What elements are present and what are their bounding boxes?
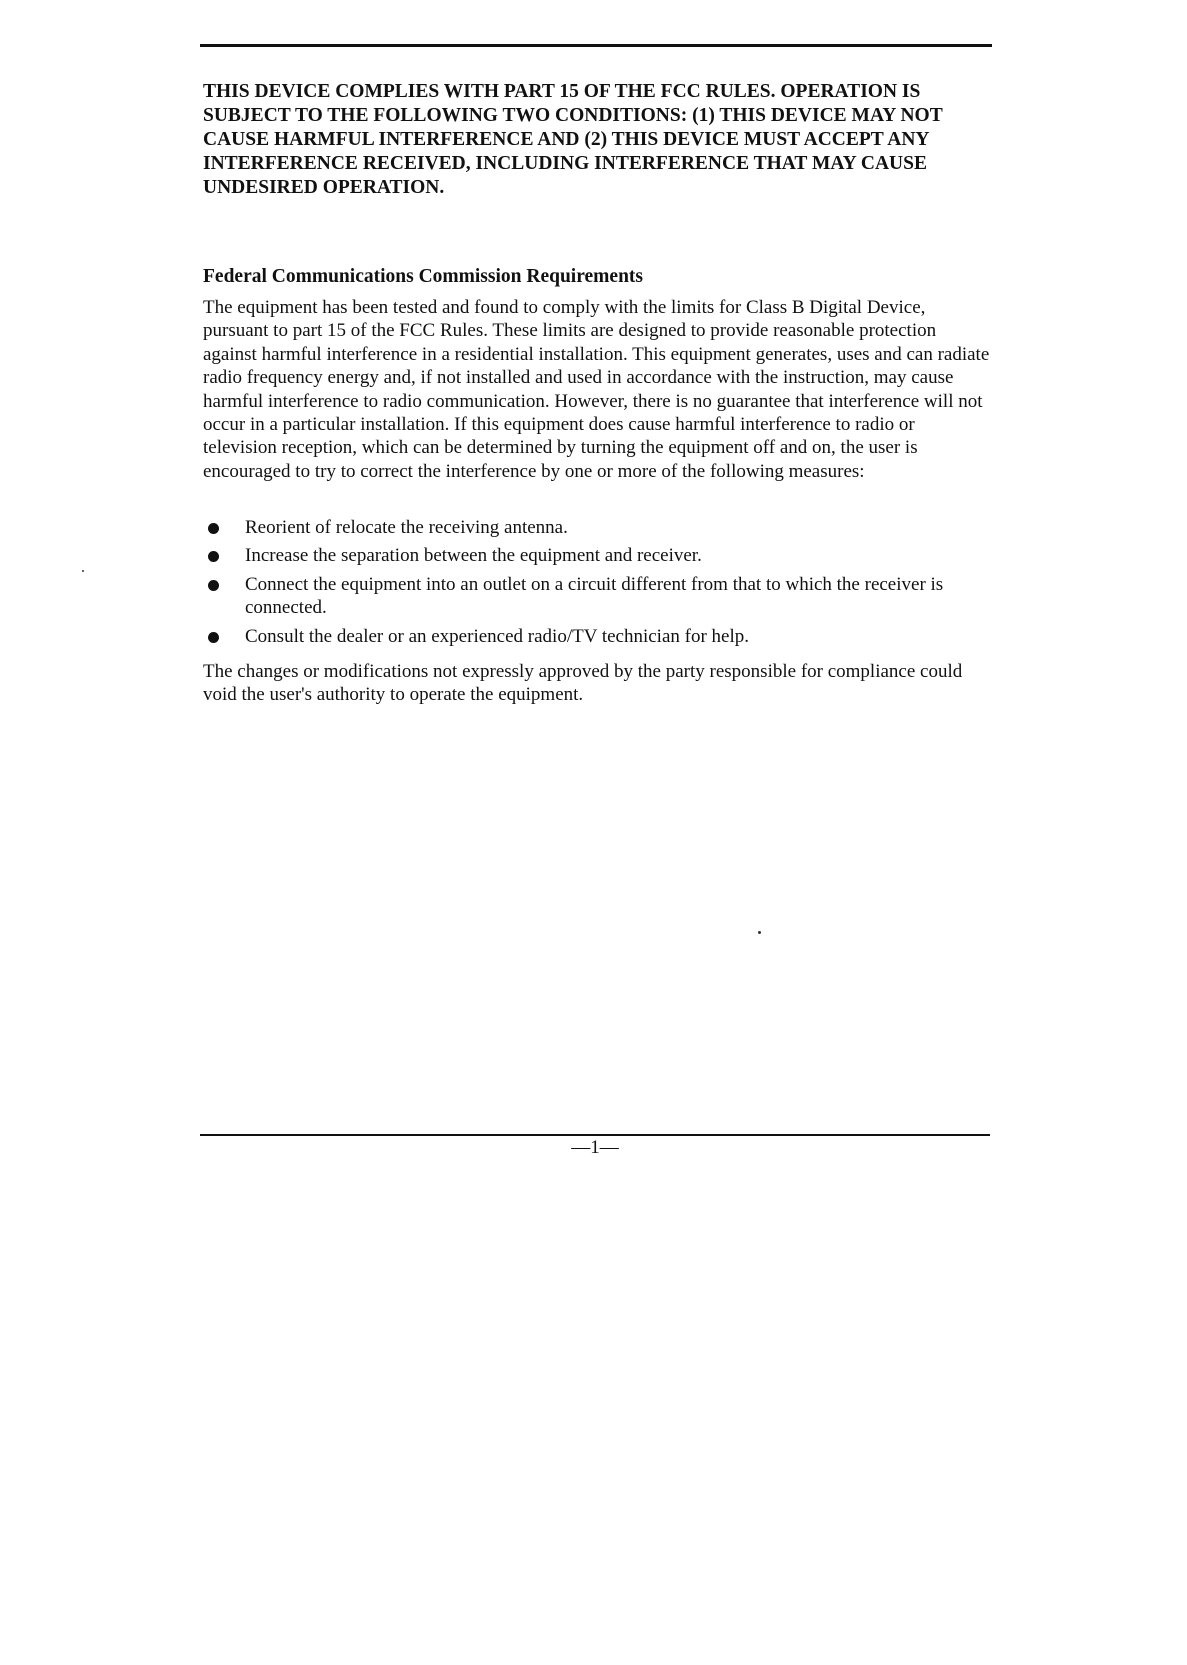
scan-speck [82, 570, 84, 572]
list-item [203, 516, 993, 539]
list-item-text: Consult the dealer or an experienced radio/TV technician for help. [245, 625, 750, 647]
page-number: —1— [571, 1137, 619, 1158]
bullet-icon [208, 632, 219, 643]
bullet-icon [208, 523, 219, 534]
requirements-paragraph: The equipment has been tested and found to comply with the limits for Class B Digital Device, pursuant to part 15 of the FCC Rules. These limits are designed to provide reasonable protection against harmful interference in a residential installation. This equipment generates, uses and can radiate radio frequency energy and, if not installed and used in accordance with the instruction, may cause harmful interference to radio communication. However, there is no guarantee that interference will not occur in a particular installation. If this equipment does cause harmful interference to radio or television reception, which can be determined by turning the equipment off and on, the user is encouraged to try to correct the interference by one or more of the following measures: [203, 297, 990, 482]
list-item [203, 625, 993, 648]
list-item-text: Increase the separation between the equipment and receiver. [245, 545, 702, 567]
list-item [203, 573, 993, 620]
closing-paragraph: The changes or modifications not expressly approved by the party responsible for compliance could void the user's authority to operate the equipment. [203, 661, 963, 706]
bullet-icon [208, 551, 219, 562]
list-item-text: Reorient of relocate the receiving antenna. [245, 517, 568, 538]
scan-speck [758, 931, 761, 934]
list-item-text: Connect the equipment into an outlet on a circuit different from that to which the receiver is connected. [245, 573, 944, 619]
bullet-icon [208, 580, 219, 591]
top-rule [200, 44, 992, 47]
measures-list [203, 516, 993, 653]
fcc-compliance-notice: THIS DEVICE COMPLIES WITH PART 15 OF THE FCC RULES. OPERATION IS SUBJECT TO THE FOLLOWING TWO CONDITIONS: (1) THIS DEVICE MAY NOT CAUSE HARMFUL INTERFERENCE AND (2) THIS DEVICE MUST ACCEPT ANY INTERFERENCE RECEIVED, INCLUDING INTERFERENCE THAT MAY CAUSE UNDESIRED OPERATION. [203, 81, 943, 198]
list-item [203, 544, 993, 567]
section-title: Federal Communications Commission Requirements [203, 266, 643, 287]
